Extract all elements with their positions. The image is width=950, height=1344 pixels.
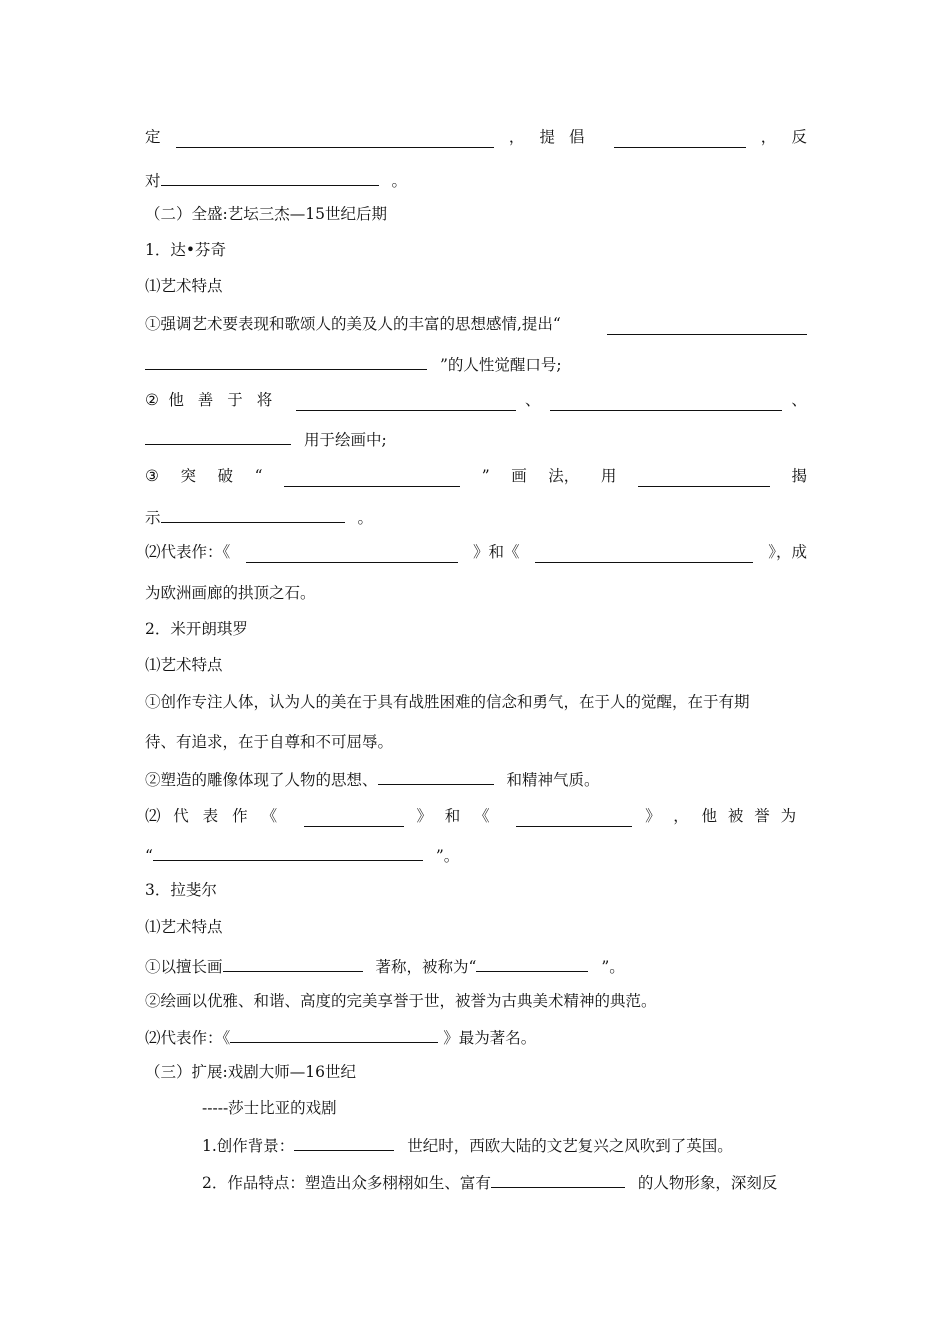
- text-segment: ②: [145, 391, 159, 409]
- text-segment: 用: [600, 467, 617, 485]
- fill-blank[interactable]: [476, 954, 588, 972]
- fill-blank[interactable]: [145, 427, 291, 445]
- fill-blank[interactable]: [638, 469, 770, 487]
- text-line-9: [145, 427, 807, 449]
- text-segment: 揭: [791, 467, 807, 485]
- text-segment: ”。: [601, 958, 625, 976]
- text-line-17: 待、有追求，在于自尊和不可屈辱。: [145, 733, 394, 751]
- text-line-16: ①创作专注人体，认为人的美在于具有战胜困难的信念和勇气，在于人的觉醒，在于有期: [145, 693, 750, 711]
- text-line-10: [145, 465, 807, 487]
- subsection-heading: 1．达•芬奇: [145, 241, 227, 259]
- fill-blank[interactable]: [176, 130, 494, 148]
- text-segment: 他被誉为: [701, 807, 807, 825]
- text-segment: 世纪时，西欧大陆的文艺复兴之风吹到了英国。: [407, 1137, 733, 1155]
- text-segment: 画: [511, 467, 527, 485]
- fill-blank[interactable]: [246, 545, 458, 563]
- text-segment: 1.创作背景：: [202, 1137, 295, 1155]
- text-segment: ②塑造的雕像体现了人物的思想、: [145, 771, 378, 789]
- text-segment: ③: [145, 467, 159, 485]
- text-segment: 定: [145, 128, 161, 146]
- item-heading: ⑴艺术特点: [145, 277, 223, 295]
- text-line-25: [145, 1025, 807, 1047]
- text-segment: ，: [673, 807, 689, 825]
- text-segment: 2．作品特点：塑造出众多栩栩如生、富有: [202, 1174, 491, 1192]
- text-line-19: [145, 805, 807, 827]
- fill-blank[interactable]: [223, 954, 363, 972]
- text-segment: “: [145, 847, 153, 865]
- text-line-13: 为欧洲画廊的拱顶之石。: [145, 584, 316, 602]
- fill-blank[interactable]: [294, 1133, 394, 1151]
- fill-blank[interactable]: [161, 505, 345, 523]
- text-segment: 对: [145, 172, 161, 190]
- text-segment: ⑵: [145, 807, 161, 825]
- text-segment: 和《: [444, 807, 504, 825]
- text-segment: 反: [791, 128, 807, 146]
- text-segment: 和精神气质。: [506, 771, 600, 789]
- subsection-heading: 3．拉斐尔: [145, 881, 217, 899]
- text-line-6: [145, 313, 807, 335]
- text-segment: 代表作《: [173, 807, 292, 825]
- text-segment: ⑵代表作：《: [145, 1029, 231, 1047]
- text-segment: 》: [416, 807, 432, 825]
- text-segment: “: [254, 467, 263, 485]
- text-segment: ”。: [435, 847, 460, 865]
- text-segment: ”的人性觉醒口号;: [439, 356, 562, 374]
- fill-blank[interactable]: [284, 469, 460, 487]
- text-line-8: [145, 389, 807, 411]
- text-line-28: [202, 1133, 807, 1155]
- text-segment: 》，成: [768, 543, 807, 561]
- fill-blank[interactable]: [161, 168, 379, 186]
- text-line-29: [202, 1170, 807, 1192]
- fill-blank[interactable]: [516, 809, 632, 827]
- text-segment: 破: [217, 467, 234, 485]
- text-segment: 》: [645, 807, 661, 825]
- text-line-24: ②绘画以优雅、和谐、高度的完美享誉于世，被誉为古典美术精神的典范。: [145, 992, 657, 1010]
- fill-blank[interactable]: [491, 1170, 625, 1188]
- text-segment: 提倡: [539, 128, 599, 146]
- text-segment: 用于绘画中;: [303, 431, 387, 449]
- text-line-20: [145, 843, 807, 865]
- section-heading: （二）全盛:艺坛三杰—15世纪后期: [145, 205, 387, 223]
- fill-blank[interactable]: [607, 317, 807, 335]
- item-heading: ⑴艺术特点: [145, 656, 223, 674]
- text-line-23: [145, 954, 807, 976]
- item-heading: ⑴艺术特点: [145, 918, 223, 936]
- text-segment: 示: [145, 509, 161, 527]
- text-segment: 的人物形象，深刻反: [637, 1174, 778, 1192]
- text-segment: 突: [180, 467, 196, 485]
- text-segment: ”: [481, 467, 490, 485]
- text-segment: 、: [525, 391, 541, 409]
- text-segment: 、: [791, 391, 807, 409]
- text-line-2: [145, 168, 807, 190]
- text-line-1: [145, 126, 807, 148]
- subsection-heading: 2．米开朗琪罗: [145, 620, 248, 638]
- section-heading: （三）扩展:戏剧大师—16世纪: [145, 1063, 356, 1081]
- fill-blank[interactable]: [230, 1025, 438, 1043]
- text-segment: 。: [357, 509, 373, 527]
- fill-blank[interactable]: [535, 545, 753, 563]
- text-segment: 》最为著名。: [443, 1029, 537, 1047]
- fill-blank[interactable]: [378, 767, 494, 785]
- text-segment: ，: [760, 128, 777, 146]
- fill-blank[interactable]: [145, 352, 427, 370]
- text-line-7: [145, 352, 807, 374]
- fill-blank[interactable]: [304, 809, 404, 827]
- text-segment: ⑵代表作：《: [145, 543, 231, 561]
- text-segment: 法，: [548, 467, 580, 485]
- text-segment: ，: [508, 128, 525, 146]
- fill-blank[interactable]: [550, 393, 782, 411]
- text-segment: 。: [391, 172, 407, 190]
- fill-blank[interactable]: [614, 130, 746, 148]
- text-segment: 》和《: [472, 543, 520, 561]
- text-line-12: [145, 541, 807, 563]
- fill-blank[interactable]: [153, 843, 423, 861]
- text-segment: ①以擅长画: [145, 958, 223, 976]
- text-segment: 他善于将: [168, 391, 287, 409]
- text-segment: ①强调艺术要表现和歌颂人的美及人的丰富的思想感情,提出“: [145, 315, 561, 333]
- fill-blank[interactable]: [296, 393, 516, 411]
- text-segment: 著称，被称为“: [375, 958, 477, 976]
- text-line-11: [145, 505, 807, 527]
- subtitle: -----莎士比亚的戏剧: [202, 1099, 337, 1117]
- text-line-18: [145, 767, 807, 789]
